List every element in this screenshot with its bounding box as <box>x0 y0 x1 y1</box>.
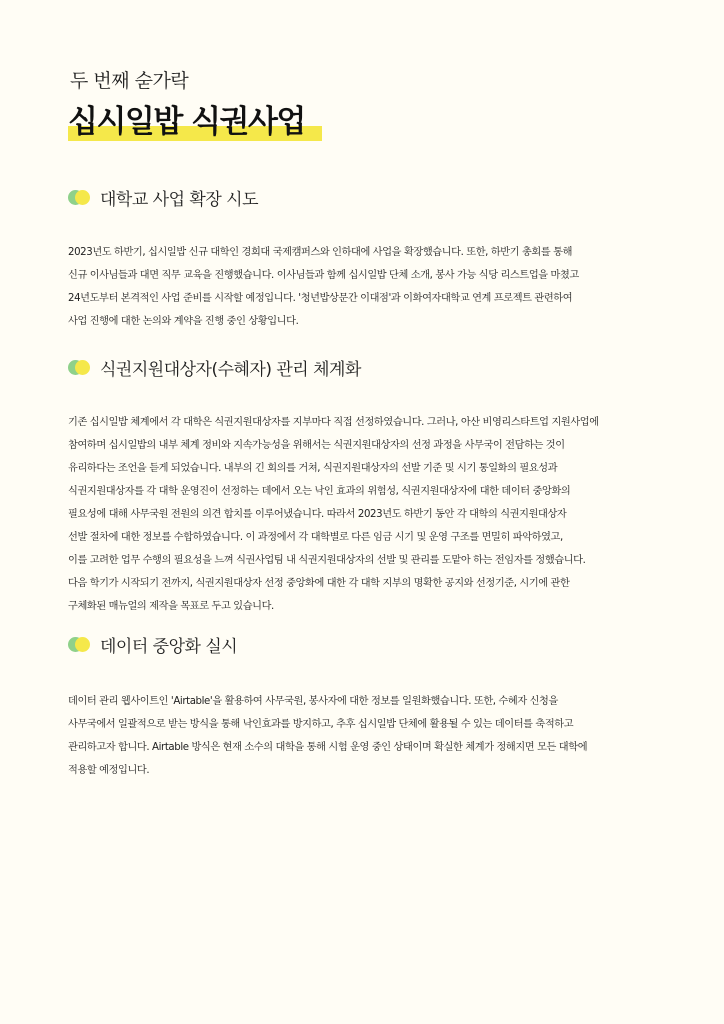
body-line: 구체화된 매뉴얼의 제작을 목표로 두고 있습니다. <box>68 601 274 612</box>
body-line: 데이터 관리 웹사이트인 'Airtable'을 활용하여 사무국원, 봉사자에 대한 정보를 일원화했습니다. 또한, 수혜자 신청을 <box>68 696 558 707</box>
section-header <box>68 185 668 211</box>
section-header <box>68 355 668 381</box>
section-body <box>68 690 668 782</box>
body-line: 관리하고자 합니다. Airtable 방식은 현재 소수의 대학을 통해 시험 운영 중인 상태이며 확실한 체계가 정해지면 모든 대학에 <box>68 742 588 753</box>
section-title: 식권지원대상자(수혜자) 관리 체계화 <box>100 360 361 380</box>
body-line: 참여하며 십시일밥의 내부 체계 정비와 지속가능성을 위해서는 식권지원대상자의 선정 과정을 사무국이 전담하는 것이 <box>68 440 565 451</box>
body-line: 식권지원대상자를 각 대학 운영진이 선정하는 데에서 오는 낙인 효과의 위험성, 식권지원대상자에 대한 데이터 중앙화의 <box>68 486 571 497</box>
bullet-dots-icon <box>68 190 88 205</box>
body-line: 필요성에 대해 사무국원 전원의 의견 합치를 이루어냈습니다. 따라서 2023년도 하반기 동안 각 대학의 식권지원대상자 <box>68 509 567 520</box>
body-line: 사업 진행에 대한 논의와 계약을 진행 중인 상황입니다. <box>68 316 299 327</box>
section-data-centralization <box>68 632 668 782</box>
page-title: 십시일밥 식권사업 <box>68 104 305 140</box>
section-campus-expansion <box>68 185 668 333</box>
section-body <box>68 241 668 333</box>
section-title: 대학교 사업 확장 시도 <box>100 190 259 210</box>
body-line: 사무국에서 일괄적으로 받는 방식을 통해 낙인효과를 방지하고, 추후 십시일밥 단체에 활용될 수 있는 데이터를 축적하고 <box>68 719 574 730</box>
body-line: 2023년도 하반기, 십시일밥 신규 대학인 경희대 국제캠퍼스와 인하대에 사업을 확장했습니다. 또한, 하반기 총회를 통해 <box>68 247 573 258</box>
body-line: 이를 고려한 업무 수행의 필요성을 느껴 식권사업팀 내 식권지원대상자의 선발 및 관리를 도맡아 하는 전임자를 정했습니다. <box>68 555 586 566</box>
section-beneficiary-management <box>68 355 668 618</box>
body-line: 적용할 예정입니다. <box>68 765 150 776</box>
section-title: 데이터 중앙화 실시 <box>100 637 238 657</box>
body-line: 신규 이사님들과 대면 직무 교육을 진행했습니다. 이사님들과 함께 십시일밥 단체 소개, 봉사 가능 식당 리스트업을 마쳤고 <box>68 270 579 281</box>
page-title-block <box>68 96 305 141</box>
section-body <box>68 411 668 618</box>
body-line: 선발 절차에 대한 정보를 수합하였습니다. 이 과정에서 각 대학별로 다른 임금 시기 및 운영 구조를 면밀히 파악하였고, <box>68 532 563 543</box>
body-line: 24년도부터 본격적인 사업 준비를 시작할 예정입니다. '청년밥상문간 이대점'과 이화여자대학교 연계 프로젝트 관련하여 <box>68 293 573 304</box>
body-line: 기존 십시일밥 체계에서 각 대학은 식권지원대상자를 지부마다 직접 선정하였습니다. 그러나, 아산 비영리스타트업 지원사업에 <box>68 417 599 428</box>
section-header <box>68 632 668 658</box>
bullet-dots-icon <box>68 360 88 375</box>
section-eyebrow: 두 번째 숟가락 <box>70 70 189 92</box>
body-line: 유리하다는 조언을 듣게 되었습니다. 내부의 긴 회의를 거쳐, 식권지원대상자의 선발 기준 및 시기 통일화의 필요성과 <box>68 463 558 474</box>
body-line: 다음 학기가 시작되기 전까지, 식권지원대상자 선정 중앙화에 대한 각 대학 지부의 명확한 공지와 선정기준, 시기에 관한 <box>68 578 570 589</box>
bullet-dots-icon <box>68 637 88 652</box>
